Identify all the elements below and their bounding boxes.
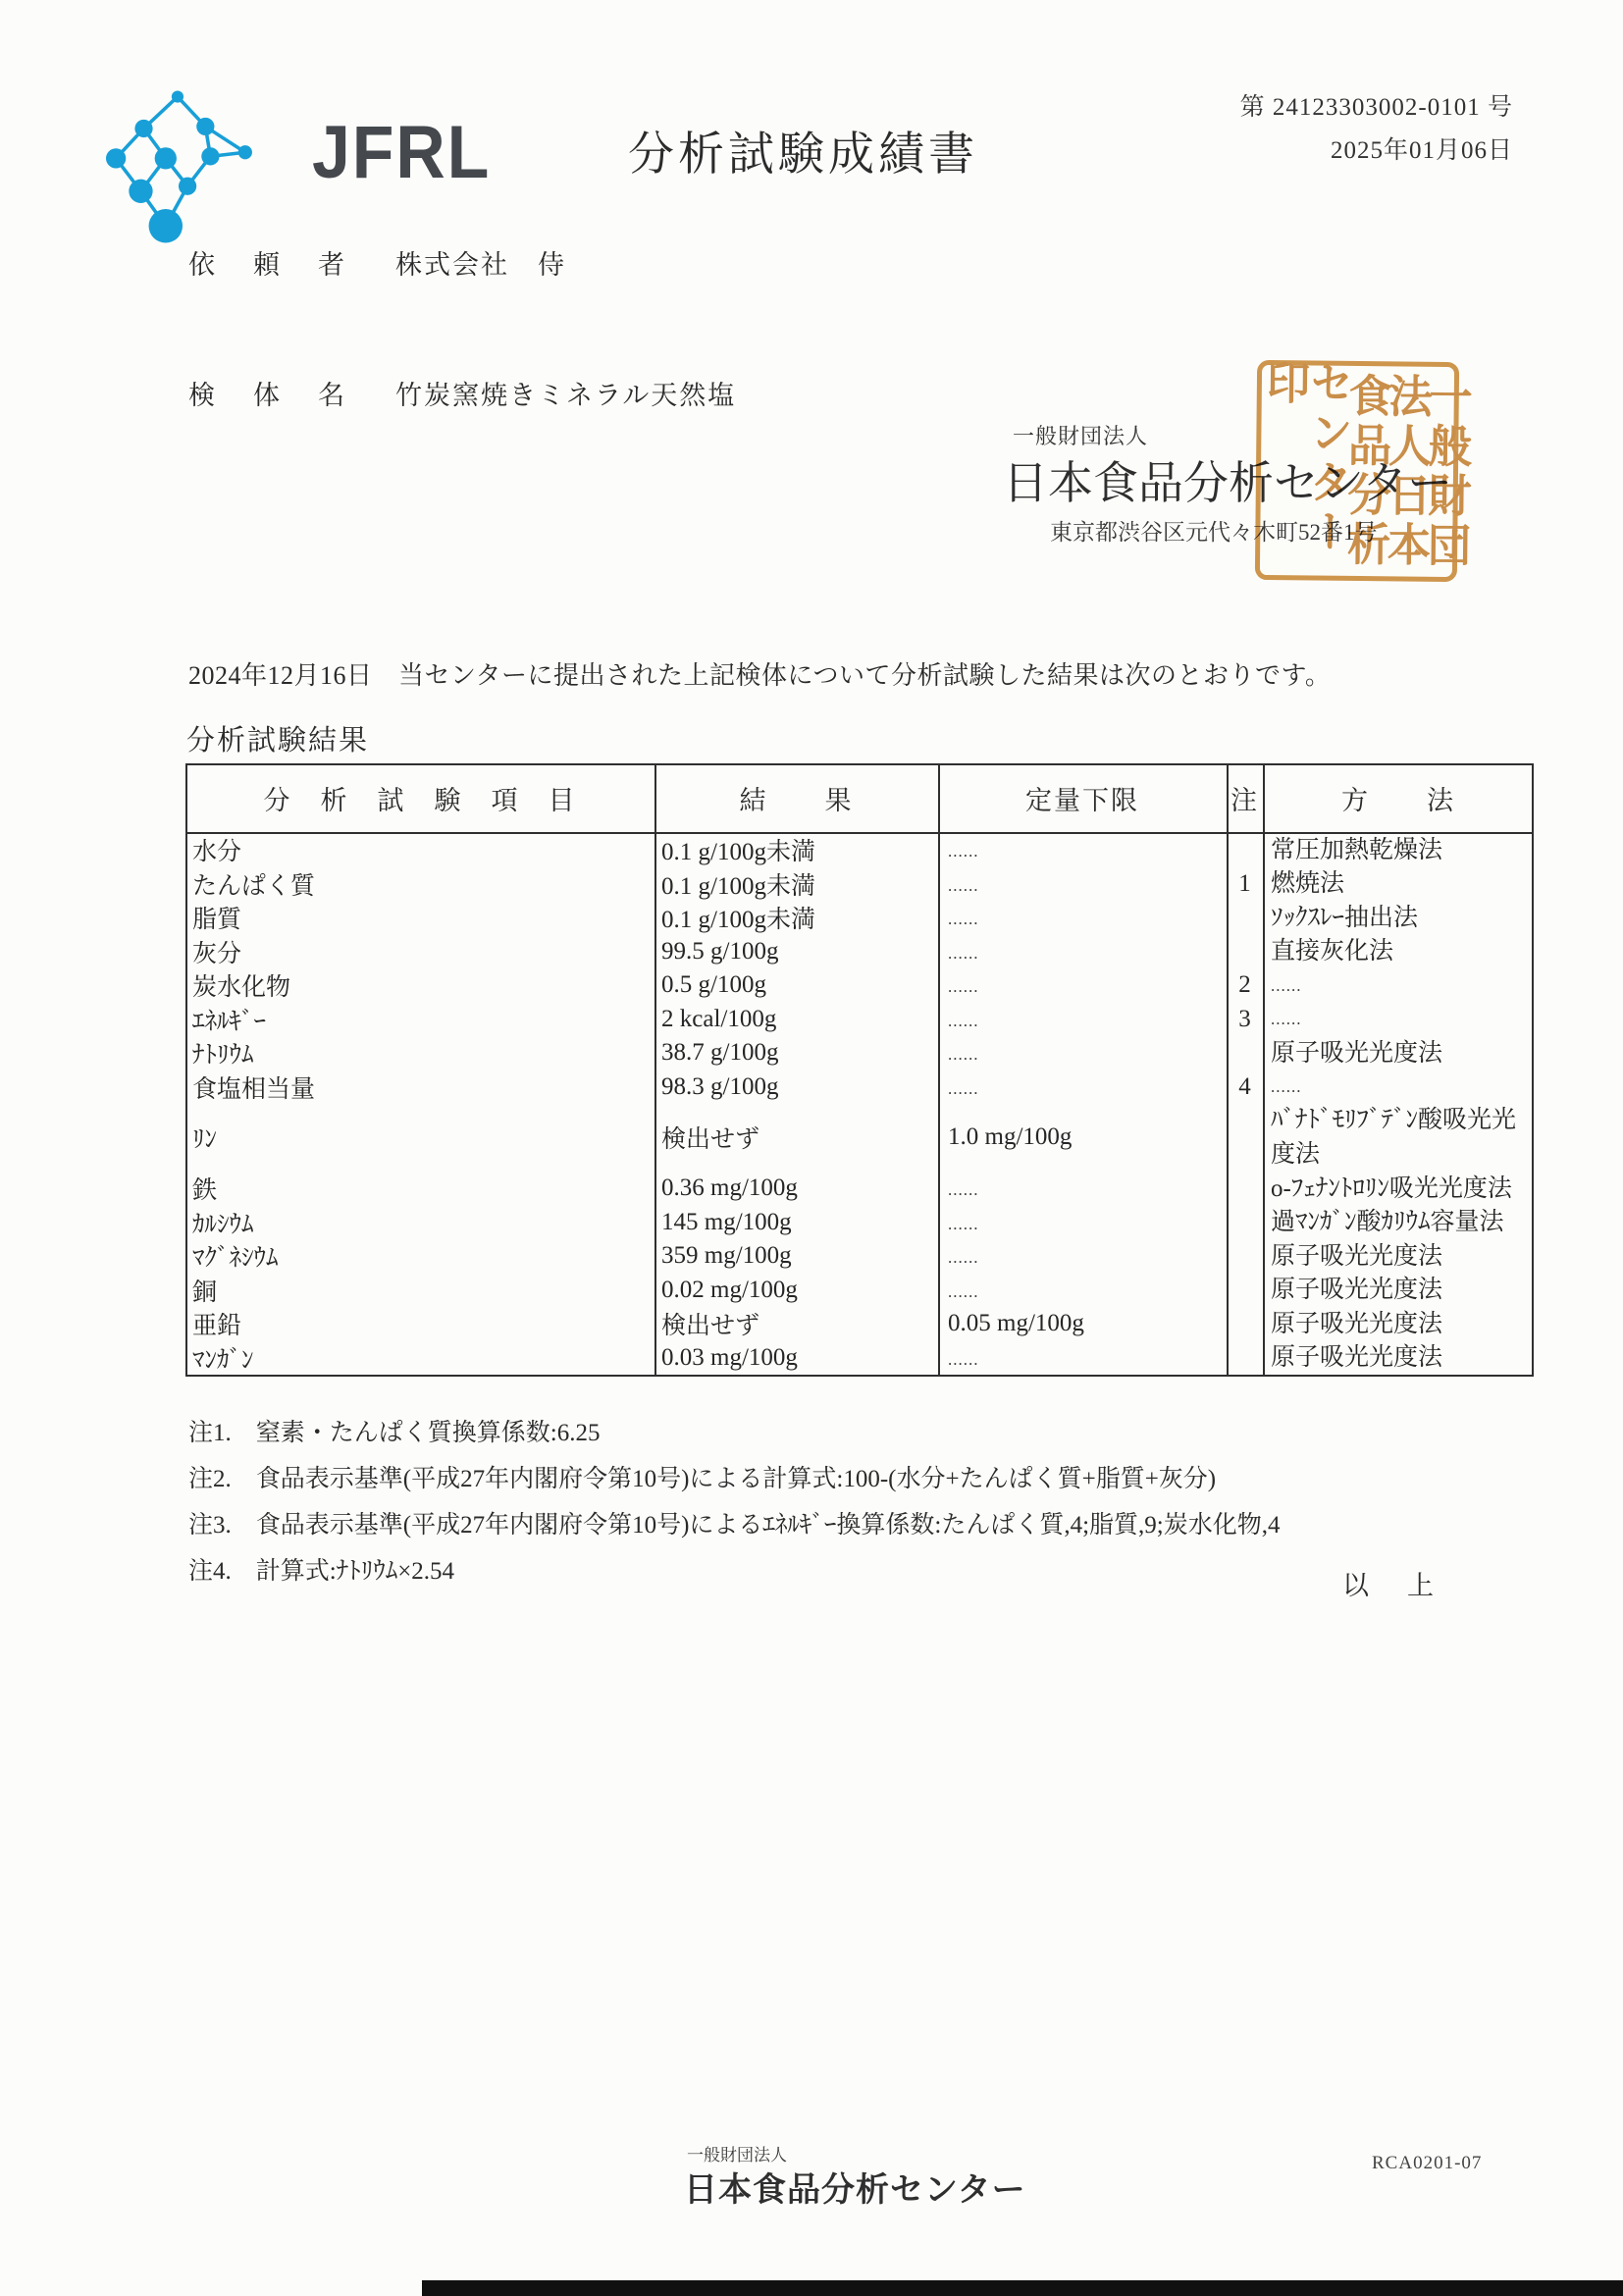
table-row	[185, 1306, 1534, 1340]
row-limit	[938, 904, 1227, 931]
doc-date: 2025年01月06日	[1330, 137, 1513, 164]
row-item: ﾅﾄﾘｳﾑ	[192, 1042, 254, 1069]
row-method-line: 常圧加熱乾燥法	[1271, 836, 1443, 863]
row-method-line: o-ﾌｪﾅﾝﾄﾛﾘﾝ吸光光度法	[1271, 1174, 1512, 1202]
results-heading: 分析試験結果	[186, 725, 370, 757]
table-row	[185, 866, 1534, 901]
row-limit	[938, 870, 1227, 898]
no-value-dots: ......	[948, 910, 979, 928]
row-result: 38.7 g/100g	[661, 1039, 779, 1066]
row-result: 検出せず	[661, 1313, 760, 1339]
row-limit	[938, 1242, 1227, 1270]
note-line: 注4. 計算式:ﾅﾄﾘｳﾑ×2.54	[188, 1558, 455, 1585]
row-item: 鉄	[192, 1177, 218, 1204]
row-limit	[938, 1174, 1227, 1202]
no-value-dots: ......	[948, 1078, 979, 1098]
row-limit	[938, 1006, 1227, 1033]
row-result: 検出せず	[661, 1126, 760, 1153]
row-limit	[938, 938, 1227, 965]
no-value-dots: ......	[948, 1248, 979, 1267]
row-result: 0.1 g/100g未満	[661, 872, 815, 900]
row-item: 水分	[192, 839, 242, 865]
row-method-line: 原子吸光光度法	[1271, 1310, 1443, 1337]
form-code: RCA0201-07	[1372, 2153, 1483, 2173]
row-method	[1263, 1205, 1534, 1239]
row-limit	[938, 836, 1227, 863]
row-method-line: ......	[1271, 1077, 1302, 1096]
row-result: 0.36 mg/100g	[661, 1174, 798, 1201]
row-method	[1263, 1307, 1534, 1341]
row-method	[1263, 1070, 1534, 1104]
row-item: 食塩相当量	[192, 1075, 316, 1103]
table-row	[185, 1273, 1534, 1307]
row-result: 2 kcal/100g	[661, 1005, 777, 1032]
row-method-line: 原子吸光光度法	[1271, 1242, 1443, 1270]
row-item: ｴﾈﾙｷﾞｰ	[192, 1008, 267, 1035]
table-row	[185, 967, 1534, 1002]
note-line: 注3. 食品表示基準(平成27年内閣府令第10号)によるｴﾈﾙｷﾞｰ換算係数:たんぱく質,4;脂質,9;炭水化物,4	[188, 1512, 1281, 1539]
closing-statement: 以 上	[1342, 1571, 1440, 1600]
scan-artifact-bar	[422, 2280, 1623, 2296]
sample-line	[188, 374, 736, 412]
row-item: ﾘﾝ	[192, 1126, 218, 1153]
notes-list	[188, 1410, 1281, 1594]
footer-org-type: 一般財団法人	[687, 2146, 787, 2165]
row-method	[1263, 866, 1534, 901]
row-result: 98.3 g/100g	[661, 1072, 779, 1100]
row-item: 炭水化物	[192, 974, 291, 1001]
row-result: 145 mg/100g	[661, 1208, 792, 1235]
row-limit	[938, 1039, 1227, 1067]
no-value-dots: ......	[948, 1045, 979, 1064]
row-limit	[938, 1073, 1227, 1101]
row-item: 亜鉛	[192, 1313, 242, 1339]
table-row	[185, 1171, 1534, 1205]
header-note: 注	[1230, 785, 1259, 815]
intro-sentence: 2024年12月16日 当センターに提出された上記検体について分析試験した結果は次のとおりです。	[188, 661, 1332, 690]
seal-script-column: 食品分析	[1340, 372, 1391, 571]
results-table	[185, 763, 1534, 1377]
row-method-line: 度法	[1271, 1141, 1321, 1168]
row-method	[1263, 1239, 1534, 1274]
row-method	[1263, 1103, 1534, 1172]
row-method-line: 原子吸光光度法	[1271, 1344, 1443, 1371]
row-method	[1263, 833, 1534, 867]
table-row	[185, 1070, 1534, 1104]
row-result: 0.02 mg/100g	[661, 1276, 798, 1303]
jfrl-logo-text: JFRL	[312, 111, 492, 194]
row-method-line: 原子吸光光度法	[1271, 1277, 1443, 1303]
seal-script-column: センター印	[1260, 358, 1353, 558]
table-row	[185, 934, 1534, 968]
client-label: 依 頼 者	[188, 250, 350, 280]
row-method-line: ......	[1271, 1010, 1302, 1028]
row-result: 359 mg/100g	[661, 1242, 792, 1269]
sample-label: 検 体 名	[188, 381, 350, 410]
lab-org-type: 一般財団法人	[1013, 424, 1149, 448]
no-value-dots: ......	[948, 1281, 979, 1301]
doc-meta	[1021, 86, 1513, 173]
client-value: 株式会社 侍	[395, 250, 566, 280]
no-value-dots: ......	[948, 842, 979, 861]
row-method	[1263, 901, 1534, 935]
no-value-dots: ......	[948, 1214, 979, 1233]
no-value-dots: ......	[948, 875, 979, 895]
row-method	[1263, 1273, 1534, 1307]
lab-address: 東京都渋谷区元代々木町52番1号	[1050, 520, 1378, 545]
table-header-row	[185, 763, 1534, 832]
row-result: 99.5 g/100g	[661, 937, 779, 965]
row-method-line: 原子吸光光度法	[1271, 1039, 1443, 1067]
header-method: 方 法	[1341, 785, 1455, 815]
row-limit	[938, 1209, 1227, 1236]
no-value-dots: ......	[948, 1349, 979, 1369]
jfrl-molecule-icon	[106, 86, 255, 251]
table-rows	[185, 832, 1534, 1374]
header-result: 結 果	[739, 785, 854, 815]
row-method	[1263, 1002, 1534, 1036]
row-limit	[938, 971, 1227, 999]
row-limit	[938, 1344, 1227, 1372]
page-title: 分析試験成績書	[628, 130, 978, 181]
header-limit: 定量下限	[1025, 785, 1139, 815]
row-limit: 0.05 mg/100g	[948, 1310, 1084, 1336]
table-row	[185, 900, 1534, 934]
doc-number: 第 24123303002-0101 号	[1239, 94, 1513, 121]
seal-script-column: 法人日本	[1381, 372, 1432, 571]
no-value-dots: ......	[948, 1011, 979, 1030]
row-item: 銅	[192, 1278, 218, 1306]
row-method-line: 燃焼法	[1271, 870, 1345, 897]
note-line: 注2. 食品表示基準(平成27年内閣府令第10号)による計算式:100-(水分+たんぱく質+脂質+灰分)	[188, 1466, 1217, 1492]
table-row	[185, 1238, 1534, 1273]
no-value-dots: ......	[948, 977, 979, 996]
client-line	[188, 243, 566, 282]
row-note: 1	[1238, 869, 1251, 897]
row-result: 0.1 g/100g未満	[661, 839, 815, 865]
seal-script-column: 一般財団	[1421, 372, 1472, 572]
row-note: 2	[1238, 971, 1251, 998]
row-result: 0.5 g/100g	[661, 971, 766, 998]
table-row	[185, 1002, 1534, 1036]
header-item: 分 析 試 験 項 目	[263, 785, 577, 815]
row-note: 3	[1238, 1005, 1251, 1032]
row-item: ﾏｸﾞﾈｼｳﾑ	[192, 1245, 279, 1272]
no-value-dots: ......	[948, 1180, 979, 1199]
row-method-line: 直接灰化法	[1271, 938, 1394, 965]
row-method	[1263, 1340, 1534, 1375]
row-note: 4	[1238, 1072, 1251, 1100]
lab-org-name: 日本食品分析センター	[1003, 457, 1453, 508]
row-method	[1263, 1036, 1534, 1070]
table-row	[185, 1340, 1534, 1375]
row-method-line: ﾊﾞﾅﾄﾞﾓﾘﾌﾞﾃﾞﾝ酸吸光光	[1271, 1107, 1517, 1133]
table-row	[185, 832, 1534, 866]
row-limit: 1.0 mg/100g	[948, 1123, 1073, 1150]
table-row	[185, 1103, 1534, 1171]
row-method-line: 過ﾏﾝｶﾞﾝ酸ｶﾘｳﾑ容量法	[1271, 1209, 1504, 1235]
row-item: ﾏﾝｶﾞﾝ	[192, 1346, 254, 1374]
row-result: 0.1 g/100g未満	[661, 907, 815, 933]
row-result: 0.03 mg/100g	[661, 1343, 798, 1371]
row-item: 脂質	[192, 907, 242, 933]
footer-org-name: 日本食品分析センター	[684, 2171, 1026, 2209]
row-method-line: ｿｯｸｽﾚｰ抽出法	[1271, 904, 1419, 931]
sample-value: 竹炭窯焼きミネラル天然塩	[395, 381, 737, 410]
table-row	[185, 1035, 1534, 1070]
no-value-dots: ......	[948, 943, 979, 963]
row-item: ｶﾙｼｳﾑ	[192, 1211, 254, 1238]
company-seal-stamp	[1255, 358, 1472, 582]
row-method	[1263, 934, 1534, 968]
row-limit	[938, 1277, 1227, 1304]
note-line: 注1. 窒素・たんぱく質換算係数:6.25	[188, 1420, 601, 1446]
row-method-line: ......	[1271, 975, 1302, 995]
row-item: 灰分	[192, 940, 242, 967]
row-item: たんぱく質	[192, 872, 316, 900]
row-method	[1263, 1172, 1534, 1206]
table-row	[185, 1205, 1534, 1239]
row-method	[1263, 968, 1534, 1003]
